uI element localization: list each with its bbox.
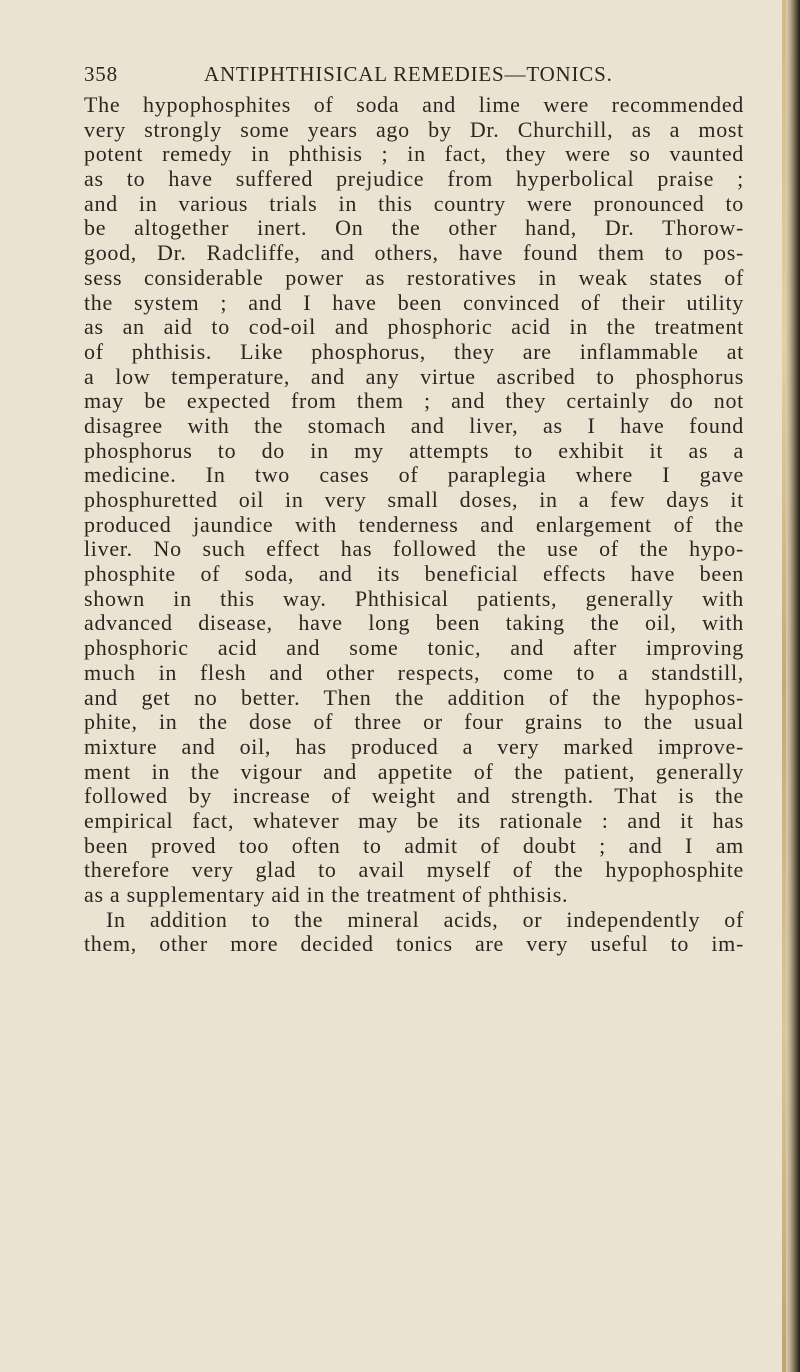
body-text <box>84 93 744 957</box>
text-line: and in various trials in this country were pronounced to <box>84 190 744 216</box>
text-line: In addition to the mineral acids, or independently of <box>106 906 744 932</box>
text-line: phosphuretted oil in very small doses, in a few days it <box>84 487 744 512</box>
text-line: a low temperature, and any virtue ascribed to phosphorus <box>84 363 744 389</box>
text-line: mixture and oil, has produced a very marked improve- <box>84 733 744 759</box>
text-line: phite, in the dose of three or four grains to the usual <box>84 709 744 735</box>
running-title: ANTIPHTHISICAL REMEDIES—TONICS. <box>204 62 613 86</box>
text-line: shown in this way. Phthisical patients, generally with <box>84 585 744 611</box>
running-head <box>84 60 724 88</box>
text-line: may be expected from them ; and they certainly do not <box>84 388 744 414</box>
text-line: sess considerable power as restoratives in weak states of <box>84 264 744 290</box>
text-line: advanced disease, have long been taking the oil, with <box>84 610 744 636</box>
text-line: been proved too often to admit of doubt ; and I am <box>84 832 744 858</box>
text-line: potent remedy in phthisis ; in fact, they were so vaunted <box>84 141 744 167</box>
text-line: as to have suffered prejudice from hyperbolical praise ; <box>84 166 744 192</box>
page-number: 358 <box>84 62 118 86</box>
text-line: be altogether inert. On the other hand, Dr. Thorow- <box>84 215 744 241</box>
text-line: medicine. In two cases of paraplegia where I gave <box>84 462 744 488</box>
text-line: the system ; and I have been convinced of their utility <box>84 289 744 315</box>
text-line: as an aid to cod-oil and phosphoric acid in the treatment <box>84 314 744 340</box>
text-line: phosphorus to do in my attempts to exhibit it as a <box>84 437 744 463</box>
text-line: of phthisis. Like phosphorus, they are inflammable at <box>84 338 744 364</box>
text-line: liver. No such effect has followed the use of the hypo- <box>84 536 744 562</box>
text-line: good, Dr. Radcliffe, and others, have found them to pos- <box>84 240 744 266</box>
text-line: ment in the vigour and appetite of the patient, generally <box>84 758 744 784</box>
text-line: and get no better. Then the addition of the hypophos- <box>84 684 744 710</box>
text-line: empirical fact, whatever may be its rationale : and it has <box>84 807 744 833</box>
text-line: phosphite of soda, and its beneficial effects have been <box>84 561 744 587</box>
paragraph-2 <box>84 908 744 957</box>
text-line: followed by increase of weight and strength. That is the <box>84 783 744 809</box>
paragraph-1 <box>84 93 744 908</box>
text-line: produced jaundice with tenderness and enlargement of the <box>84 511 744 537</box>
text-line: as a supplementary aid in the treatment of phthisis. <box>84 882 569 907</box>
text-line: disagree with the stomach and liver, as I have found <box>84 412 744 438</box>
text-line: them, other more decided tonics are very useful to im- <box>84 931 744 957</box>
text-line: very strongly some years ago by Dr. Churchill, as a most <box>84 116 744 142</box>
text-line: The hypophosphites of soda and lime were recommended <box>84 92 744 117</box>
text-line: much in flesh and other respects, come to a standstill, <box>84 659 744 685</box>
text-line: therefore very glad to avail myself of the hypophosphite <box>84 857 744 883</box>
text-line: phosphoric acid and some tonic, and after improving <box>84 635 744 661</box>
page-edge-shadow <box>786 0 800 1372</box>
